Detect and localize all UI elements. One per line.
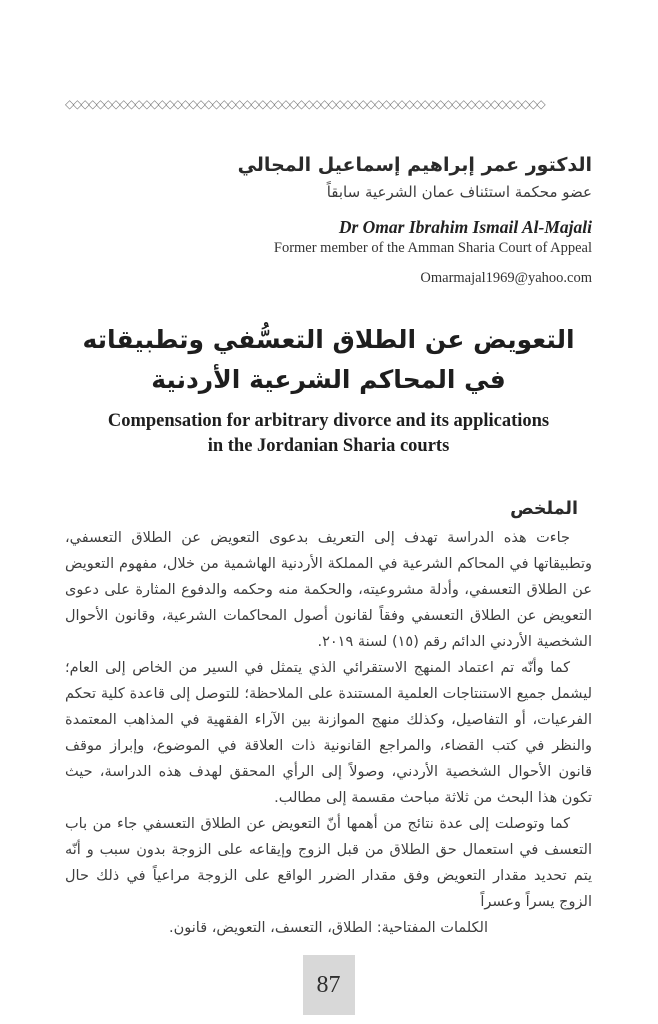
abstract-paragraph: كما وتوصلت إلى عدة نتائج من أهمها أنّ التعويض عن الطلاق التعسفي جاء من باب التعسف في استعمال حق الطلاق من قبل الزوج وإيقاعه على الزوجة بدون سبب و أنّه يتم تحديد مقدار التعويض وفق مقدار الضرر الواقع على الزوجة مراعياً في ذلك حال الزوج يسراً وعسراً (65, 816, 592, 910)
paper-title-arabic-line2: في المحاكم الشرعية الأردنية (151, 365, 506, 394)
title-block (65, 320, 592, 459)
abstract-paragraph: جاءت هذه الدراسة تهدف إلى التعريف بدعوى التعويض عن الطلاق التعسفي، وتطبيقاتها في المحاكم الشرعية في المملكة الأردنية الهاشمية من خلال، مفهوم التعويض عن الطلاق التعسفي، وأدلة مشروعيته، والحكمة منه وحكمه والدفوع المثارة على دعوى التعويض عن الطلاق التعسفي وفقاً لقانون أصول المحاكمات الشرعية، وقانون الأحوال الشخصية الأردني الدائم رقم (١٥) لسنة ٢٠١٩. (65, 530, 592, 650)
paper-title-english-line1: Compensation for arbitrary divorce and its applications (107, 411, 550, 431)
paper-title-english (65, 409, 592, 459)
paper-title-arabic-line1: التعويض عن الطلاق التعسُّفي وتطبيقاته (82, 325, 575, 354)
paper-title-english-line2: in the Jordanian Sharia courts (207, 436, 450, 456)
abstract-heading: الملخص (510, 499, 578, 519)
author-name-arabic: الدكتور عمر إبراهيم إسماعيل المجالي (237, 154, 592, 176)
abstract-section (65, 497, 592, 941)
page-content (65, 97, 592, 1015)
abstract-body (65, 525, 592, 941)
keywords-line: الكلمات المفتاحية: الطلاق، التعسف، التعويض، قانون. (169, 920, 488, 936)
author-email: Omarmajal1969@yahoo.com (420, 270, 592, 286)
author-role-arabic: عضو محكمة استئناف عمان الشرعية سابقاً (326, 183, 592, 201)
author-block (65, 152, 592, 288)
page-number: 87 (316, 971, 341, 998)
author-name-english: Dr Omar Ibrahim Ismail Al-Majali (338, 217, 592, 237)
abstract-paragraph: كما وأنّه تم اعتماد المنهج الاستقرائي الذي يتمثل في السير من الخاص إلى العام؛ ليشمل جميع الاستنتاجات العلمية المستندة على الملاحظة؛ للتوصل إلى قاعدة كلية تحكم الفرعيات، أو التفاصيل، وكذلك منهج الموازنة بين الآراء الفقهية في المذاهب المعتمدة والنظر في كتب القضاء، والمراجع القانونية ذات العلاقة في الموضوع، وإبراز موقف قانون الأحوال الشخصية الأردني، وصولاً إلى الرأي المحقق لهدف هذه الدراسة، حيث تكون هذا البحث من ثلاثة مباحث مقسمة إلى مطالب. (65, 660, 592, 806)
page-footer (65, 955, 592, 1015)
paper-title-arabic (65, 320, 592, 400)
author-role-english: Former member of the Amman Sharia Court of Appeal (273, 240, 592, 256)
diamond-divider: ◇◇◇◇◇◇◇◇◇◇◇◇◇◇◇◇◇◇◇◇◇◇◇◇◇◇◇◇◇◇◇◇◇◇◇◇◇◇◇◇◇◇◇◇◇◇◇◇◇◇◇◇◇◇◇◇◇◇◇◇◇◇ (65, 97, 545, 111)
page-number-box (303, 955, 355, 1015)
